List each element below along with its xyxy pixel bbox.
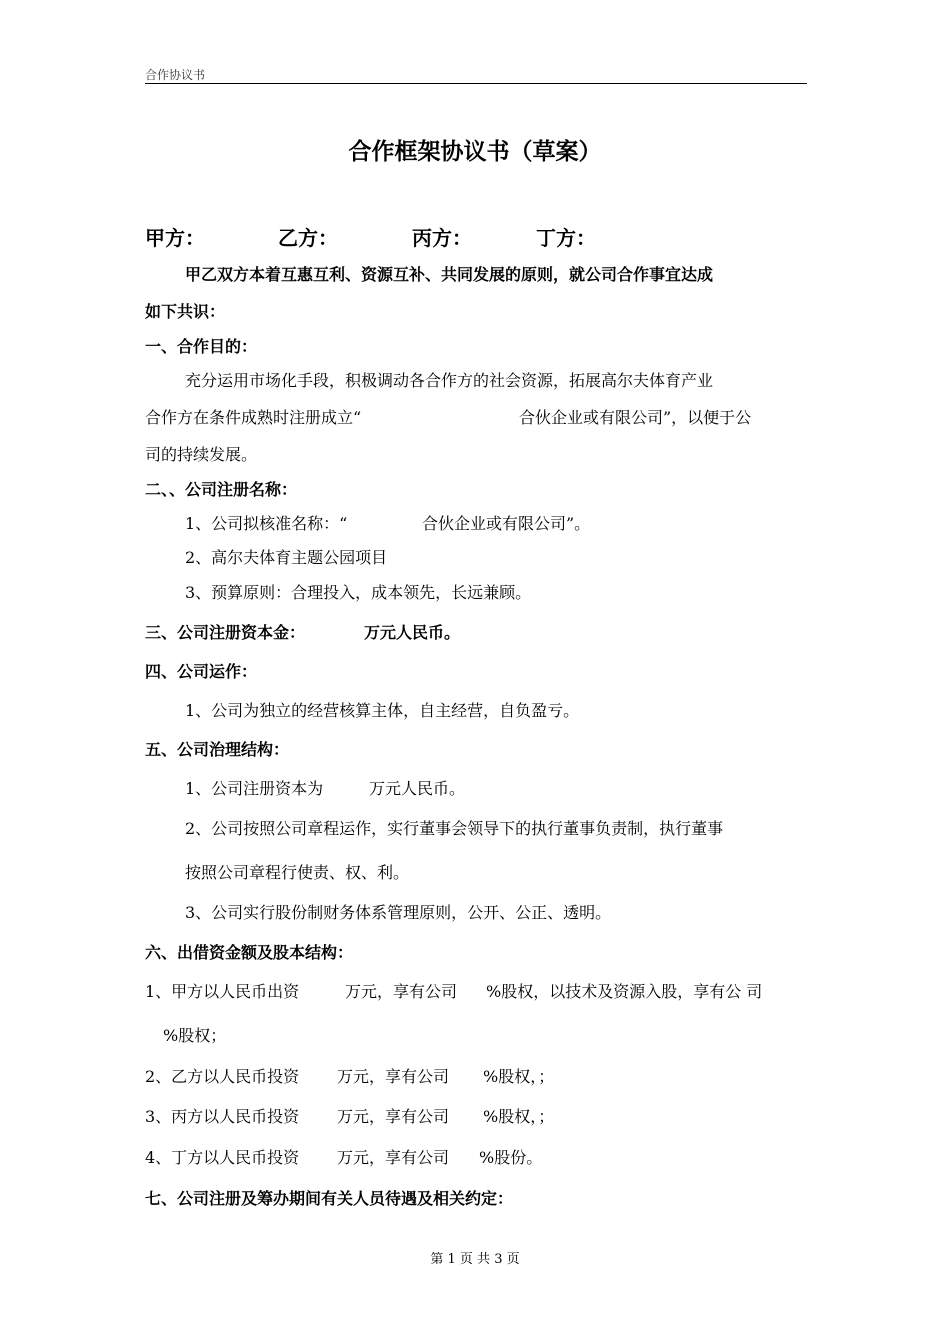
section-6-item-1a: 1、甲方以人民币出资 xyxy=(145,982,300,1001)
section-6-item-2b: 万元，享有公司 xyxy=(337,1067,450,1086)
section-5-item-3: 3、公司实行股份制财务体系管理原则，公开、公正、透明。 xyxy=(185,903,612,922)
section-3-heading: 三、公司注册资本金： xyxy=(145,623,306,642)
section-2-heading: 二、、公司注册名称： xyxy=(145,480,298,499)
section-2-item-2: 2、高尔夫体育主题公园项目 xyxy=(185,548,388,567)
section-4-heading: 四、公司运作： xyxy=(145,662,258,681)
section-6-item-1c: %股权，以技术及资源入股，享有公 司 xyxy=(486,982,763,1001)
section-6-heading: 六、出借资金额及股本结构： xyxy=(145,943,354,962)
party-d-label: 丁方： xyxy=(536,226,596,250)
section-5-item-2b: 按照公司章程行使责、权、利。 xyxy=(185,863,410,882)
section-1-line-2b: 合伙企业或有限公司”，以便于公 xyxy=(519,408,752,427)
running-header: 合作协议书 xyxy=(145,68,206,82)
section-4-item-1: 1、公司为独立的经营核算主体，自主经营，自负盈亏。 xyxy=(185,701,580,720)
intro-line-1: 甲乙双方本着互惠互利、资源互补、共同发展的原则，就公司合作事宜达成 xyxy=(185,265,714,284)
section-5-item-1b: 万元人民币。 xyxy=(369,779,466,798)
section-6-item-2c: %股权，； xyxy=(483,1067,555,1086)
section-6-item-4c: %股份。 xyxy=(479,1148,543,1167)
section-6-item-3c: %股权，； xyxy=(483,1107,555,1126)
section-7-heading: 七、公司注册及筹办期间有关人员待遇及相关约定： xyxy=(145,1189,514,1208)
party-b-label: 乙方： xyxy=(278,226,338,250)
page-footer: 第 1 页 共 3 页 xyxy=(430,1252,520,1267)
party-c-label: 丙方： xyxy=(412,226,472,250)
header-rule xyxy=(145,83,807,84)
section-6-item-1b: 万元，享有公司 xyxy=(345,982,458,1001)
section-1-line-2a: 合作方在条件成熟时注册成立“ xyxy=(145,408,362,427)
section-6-item-4b: 万元，享有公司 xyxy=(337,1148,450,1167)
document-title: 合作框架协议书（草案） xyxy=(348,139,602,165)
party-a-label: 甲方： xyxy=(145,226,205,250)
intro-line-2: 如下共识： xyxy=(145,302,226,321)
section-1-line-1: 充分运用市场化手段，积极调动各合作方的社会资源，拓展高尔夫体育产业 xyxy=(185,371,714,390)
section-3-value: 万元人民币。 xyxy=(364,623,461,642)
section-1-line-3: 司的持续发展。 xyxy=(145,445,258,464)
section-2-item-3: 3、预算原则：合理投入，成本领先，长远兼顾。 xyxy=(185,583,532,602)
section-5-heading: 五、公司治理结构： xyxy=(145,740,290,759)
section-1-heading: 一、合作目的： xyxy=(145,337,258,356)
section-2-item-1b: 合伙企业或有限公司”。 xyxy=(422,514,591,533)
section-6-item-2a: 2、乙方以人民币投资 xyxy=(145,1067,300,1086)
section-5-item-1a: 1、公司注册资本为 xyxy=(185,779,324,798)
section-5-item-2a: 2、公司按照公司章程运作，实行董事会领导下的执行董事负责制，执行董事 xyxy=(185,819,724,838)
section-6-item-4a: 4、丁方以人民币投资 xyxy=(145,1148,300,1167)
section-6-item-3b: 万元，享有公司 xyxy=(337,1107,450,1126)
section-2-item-1a: 1、公司拟核准名称：“ xyxy=(185,514,348,533)
section-6-item-3a: 3、丙方以人民币投资 xyxy=(145,1107,300,1126)
section-6-item-1d: %股权； xyxy=(163,1026,227,1045)
